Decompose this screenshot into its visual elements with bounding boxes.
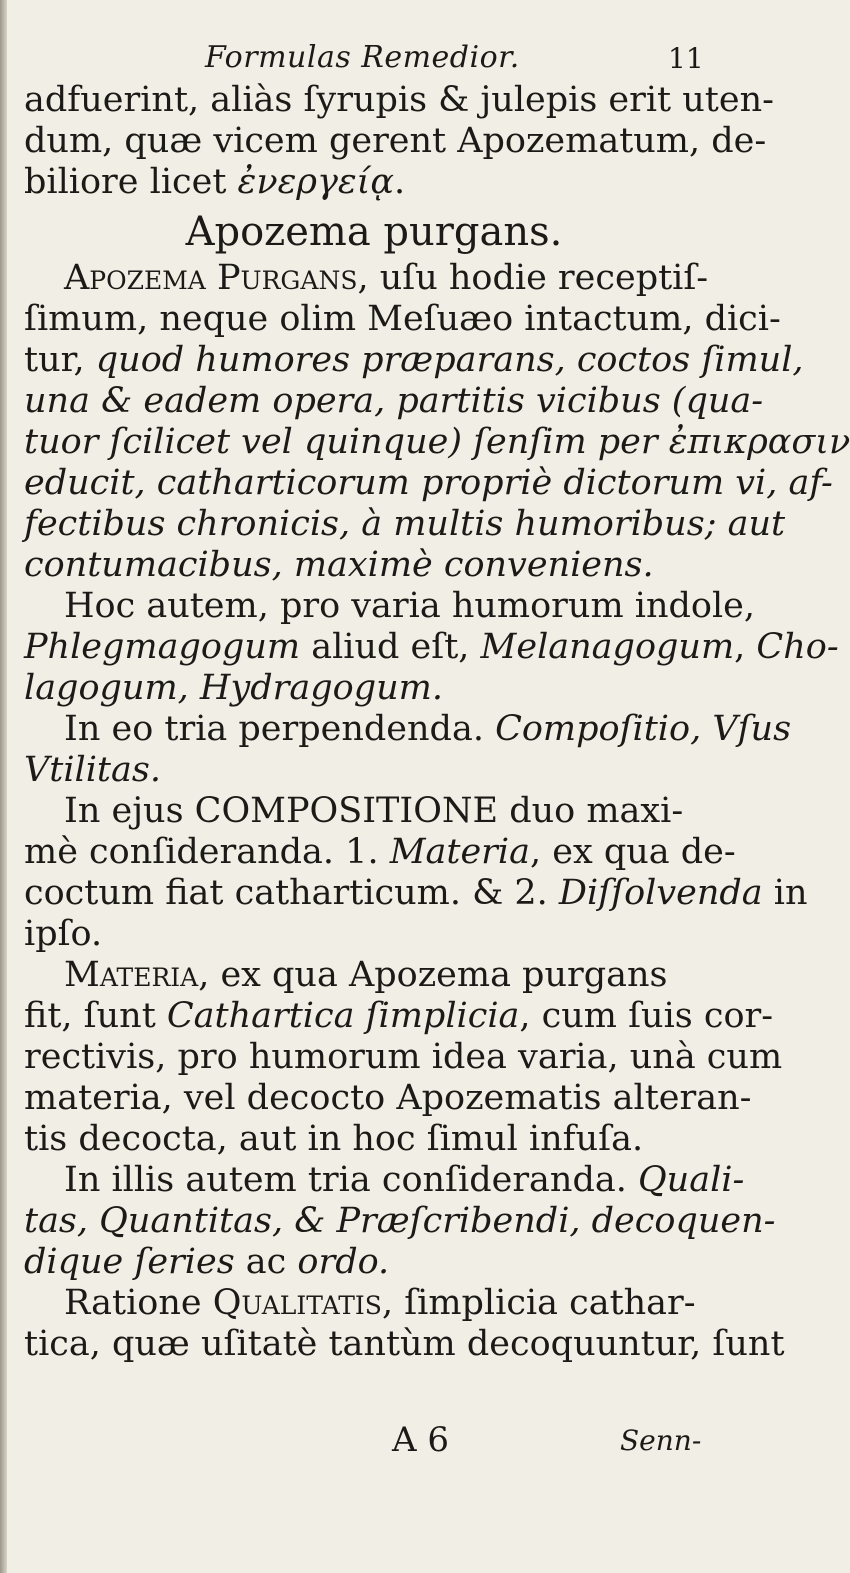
text-run: in [762,873,808,913]
text-run: Vtilitas. [24,750,161,790]
text-run: tica, quæ uſitatè tantùm decoquuntur, ſunt [24,1324,785,1364]
page-header [0,34,800,82]
body-text [24,80,850,1365]
text-line [24,873,808,914]
text-line [24,340,804,381]
text-line [24,1201,776,1242]
text-run: rectivis, pro humorum idea varia, unà cum [24,1037,783,1077]
text-run: , ex qua Apozema purgans [198,955,668,995]
text-run: dique ſeries [24,1242,235,1282]
text-line [24,121,767,162]
text-line [24,709,792,750]
text-run: Phlegmagogum [24,627,301,667]
text-line [24,1160,745,1201]
text-run: aliud eſt, [300,627,481,667]
text-run: , ex qua de- [529,832,736,872]
text-run: ordo. [297,1242,390,1282]
text-line [24,955,724,996]
text-run: adfuerint, aliàs ſyrupis & julepis erit uten- [24,80,774,120]
text-line [24,668,724,709]
signature-mark: A 6 [392,1420,449,1460]
text-run: In eo tria perpendenda. [64,709,496,749]
text-run: Melanagogum [480,627,735,667]
page-number: 11 [668,42,704,75]
running-head: Formulas Remedior. [205,40,520,75]
page-footer [0,1420,800,1460]
text-line [24,299,781,340]
text-run: una & eadem opera, partitis vicibus (qua- [24,381,764,421]
text-run: In ejus COMPOSITIONE duo maxi- [64,791,684,831]
text-run: contumacibus, maximè conveniens. [24,545,654,585]
text-line [24,1037,783,1078]
text-run: , uſu hodie receptiſ- [357,258,709,298]
text-line [24,1283,724,1324]
text-run: Qualitatis [212,1283,382,1323]
text-run: Hoc autem, pro varia humorum indole, [64,586,756,626]
text-run: coctum fiat catharticum. & 2. [24,873,559,913]
text-run: Compoſitio, Vſus [495,709,792,749]
text-run: Materia [64,955,199,995]
text-line [24,162,724,203]
text-line [24,791,724,832]
section-heading [24,203,724,258]
text-line [24,996,774,1037]
text-line [24,1324,785,1365]
text-run: ac [234,1242,298,1282]
text-line [24,463,833,504]
text-line [24,504,786,545]
text-run: , [734,627,757,667]
text-run: dum, quæ vicem gerent Apozematum, de- [24,121,767,161]
text-run: Materia [389,832,530,872]
text-run: tur, [24,340,96,380]
text-run: ſimum, neque olim Meſuæo intactum, dici- [24,299,781,339]
text-run: Cho- [756,627,839,667]
catchword: Senn- [620,1424,702,1457]
text-run: tuor ſcilicet vel quinque) ſenſim per ἐπικρασιν [24,422,850,462]
text-line [24,422,850,463]
text-run: materia, vel decocto Apozematis alteran- [24,1078,752,1118]
text-line [24,914,724,955]
text-run: quod humores præparans, coctos ſimul, [95,340,804,380]
text-line [24,832,736,873]
text-line [24,1242,724,1283]
text-line [24,1119,724,1160]
text-line [24,545,724,586]
text-run: ἐνεργείᾳ [237,162,395,202]
text-run: educit, catharticorum propriè dictorum vi, af- [24,463,833,503]
text-line [24,1078,752,1119]
text-run: fectibus chronicis, à multis humoribus; aut [24,504,786,544]
text-run: , cum ſuis cor- [519,996,774,1036]
text-run: , ſimplicia cathar- [381,1283,696,1323]
text-run: mè conſideranda. 1. [24,832,390,872]
text-line [24,381,764,422]
text-line [24,80,774,121]
text-line [24,586,756,627]
text-run: Diſſolvenda [558,873,763,913]
text-run: tas, Quantitas, & Præſcribendi, decoquen- [24,1201,776,1241]
text-run: ipſo. [24,914,103,954]
text-line [24,258,724,299]
text-run: Cathartica ſimplicia [166,996,520,1036]
text-run: Ratione [64,1283,213,1323]
text-run: fit, ſunt [24,996,167,1036]
text-line [24,627,839,668]
text-run: Apozema Purgans [64,258,358,298]
text-run: . [394,162,406,202]
text-run: biliore licet [24,162,238,202]
text-run: Quali- [637,1160,745,1200]
text-run: In illis autem tria conſideranda. [64,1160,638,1200]
text-run: lagogum, Hydragogum. [24,668,443,708]
binding-gutter [0,0,7,1573]
text-run: Apozema purgans. [185,209,563,255]
text-run: tis decocta, aut in hoc ſimul infuſa. [24,1119,644,1159]
text-line [24,750,724,791]
